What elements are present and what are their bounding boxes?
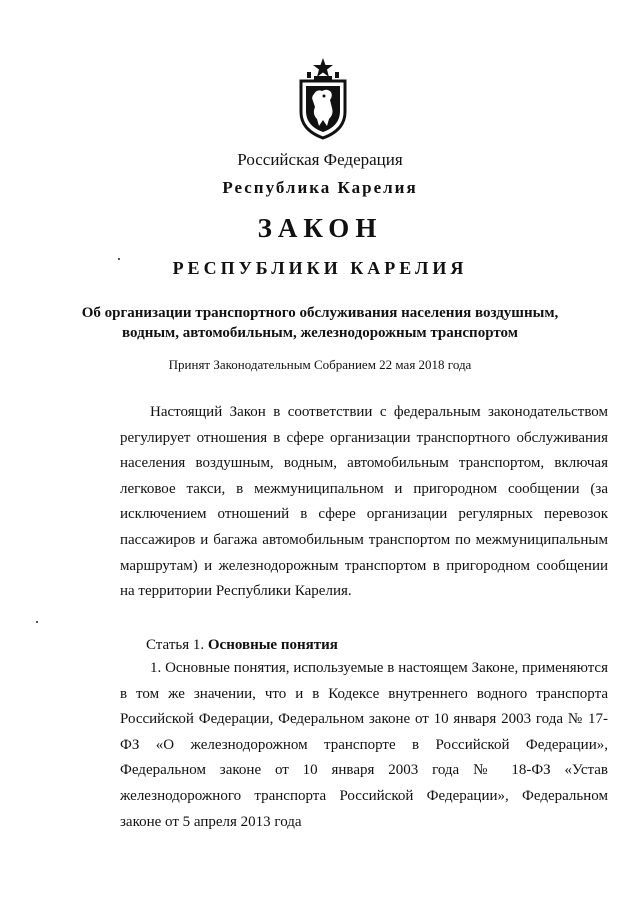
law-subject (0, 303, 640, 343)
karelia-coat-of-arms-icon (294, 56, 352, 140)
adoption-date: Принят Законодательным Собранием 22 мая 2018 года (168, 357, 472, 372)
issuer-name: РЕСПУБЛИКИ КАРЕЛИЯ (172, 258, 468, 278)
article-1-heading (146, 637, 338, 654)
article-1-point-1-text: 1. Основные понятия, используемые в настоящем Законе, применяются в том же значении, что и в Кодексе внутреннего водного транспорта Российской Федерации, Федеральном законе от 10 января 2003 года № 17-ФЗ «О железнодорожном транспорте в Российской Федерации», Федеральном законе от 10 января 2003 года № 18-ФЗ «Устав железнодорожного транспорта Российской Федерации», Федеральном законе от 5 апреля 2013 года (120, 660, 608, 830)
preamble-text: Настоящий Закон в соответствии с федеральным законодательством регулирует отношения в сфере организации транспортного обслуживания населения воздушным, водным, автомобильным транспортом, включая легковое такси, в межмуниципальном и пригородном сообщении (за исключением отношений в сфере организации регулярных перевозок пассажиров и багажа автомобильным транспортом по межмуниципальным маршрутам) и железнодорожным транспортом в пригородном сообщении на территории Республики Карелия. (120, 404, 608, 600)
preamble-paragraph (120, 400, 608, 605)
country-name: Российская Федерация (237, 150, 403, 169)
article-1-point-1 (120, 656, 608, 835)
document-type: ЗАКОН (257, 213, 383, 243)
scan-artifact (118, 258, 120, 260)
scan-artifact (36, 621, 38, 623)
article-1-number: Статья 1. (146, 637, 205, 653)
republic-name: Республика Карелия (222, 178, 418, 197)
law-subject-line-2: водным, автомобильным, железнодорожным транспортом (122, 325, 518, 341)
law-subject-line-1: Об организации транспортного обслуживания населения воздушным, (81, 305, 559, 321)
article-1-title: Основные понятия (207, 637, 338, 653)
